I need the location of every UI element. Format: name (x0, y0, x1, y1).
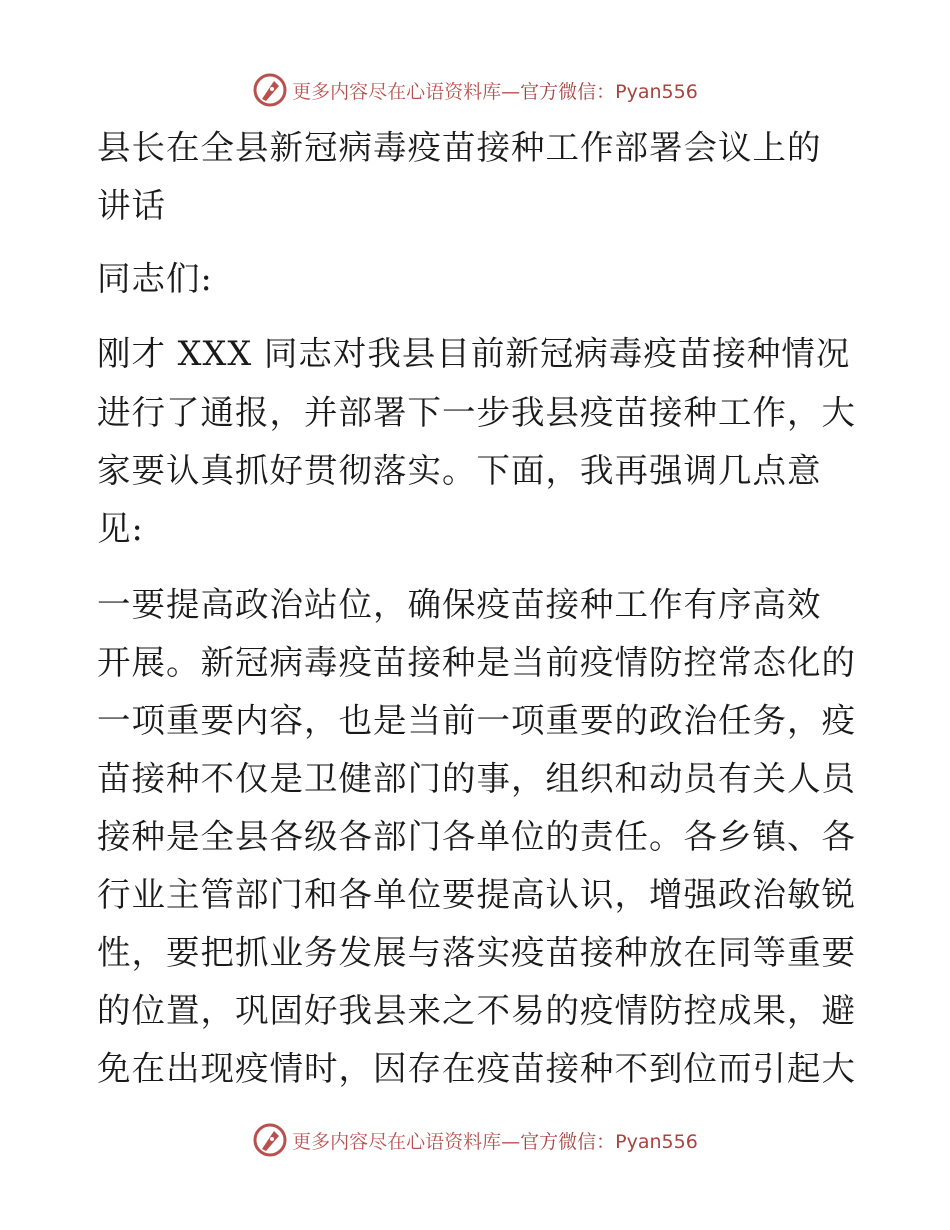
header-banner-wechat: 官方微信：Pyan556 (520, 80, 698, 103)
paragraph2-line-8: 的位置，巩固好我县来之不易的疫情防控成果，避 (97, 991, 856, 1030)
salutation: 同志们: (97, 259, 213, 298)
header-banner (0, 68, 950, 112)
paragraph2-line-5: 接种是全县各级各部门各单位的责任。各乡镇、各 (97, 817, 856, 856)
pen-nib-circle-icon (252, 1122, 288, 1158)
pen-nib-circle-icon (252, 72, 288, 108)
paragraph2-line-6: 行业主管部门和各单位要提高认识，增强政治敏锐 (97, 875, 856, 914)
header-banner-label: 更多内容尽在心语资料库— (292, 80, 521, 103)
paragraph2-line-2: 开展。新冠病毒疫苗接种是当前疫情防控常态化的 (97, 643, 856, 682)
footer-banner-text (292, 1127, 698, 1154)
title-line-1: 县长在全县新冠病毒疫苗接种工作部署会议上的 (97, 128, 822, 167)
footer-banner-wechat: 官方微信：Pyan556 (520, 1130, 698, 1153)
title-line-2: 讲话 (97, 186, 166, 225)
paragraph1-line-4: 见: (97, 509, 144, 548)
paragraph2-line-1: 一要提高政治站位，确保疫苗接种工作有序高效 (97, 585, 822, 624)
paragraph2-line-7: 性，要把抓业务发展与落实疫苗接种放在同等重要 (97, 933, 856, 972)
paragraph2-line-4: 苗接种不仅是卫健部门的事，组织和动员有关人员 (97, 759, 856, 798)
paragraph1-line-2: 进行了通报，并部署下一步我县疫苗接种工作，大 (97, 393, 856, 432)
paragraph1-line-1: 刚才 XXX 同志对我县目前新冠病毒疫苗接种情况 (97, 334, 851, 373)
header-banner-text (292, 77, 698, 104)
paragraph2-line-9: 免在出现疫情时，因存在疫苗接种不到位而引起大 (97, 1049, 856, 1088)
footer-banner-label: 更多内容尽在心语资料库— (292, 1130, 521, 1153)
footer-banner (0, 1118, 950, 1162)
paragraph1-line-3: 家要认真抓好贯彻落实。下面，我再强调几点意 (97, 451, 822, 490)
paragraph2-line-3: 一项重要内容，也是当前一项重要的政治任务，疫 (97, 701, 856, 740)
